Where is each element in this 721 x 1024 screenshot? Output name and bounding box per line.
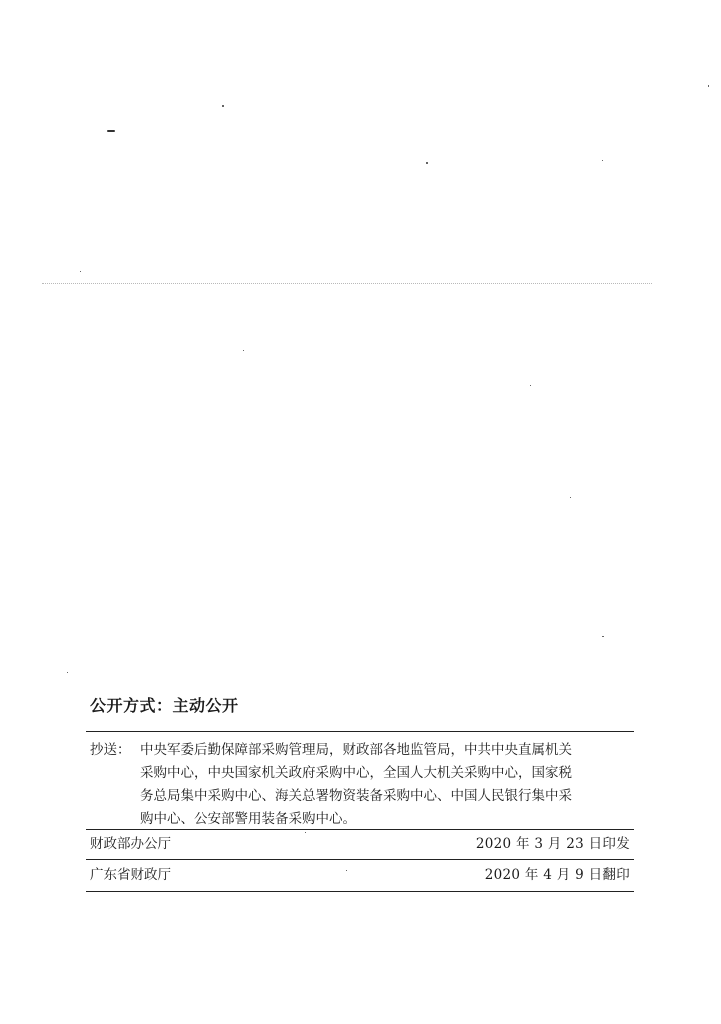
imprint-row [90, 864, 634, 886]
cc-line: 中央军委后勤保障部采购管理局，财政部各地监管局，中共中央直属机关 [140, 742, 572, 758]
reprint-date: 2020 年 4 月 9 日翻印 [484, 867, 630, 883]
scan-speck [570, 497, 571, 498]
cc-bottom-rule [86, 829, 634, 830]
issue-date: 2020 年 3 月 23 日印发 [475, 836, 630, 852]
bottom-rule [86, 891, 634, 892]
imprint-divider [86, 859, 634, 860]
scan-speck [708, 85, 709, 87]
cc-line: 采购中心，中央国家机关政府采购中心，全国人大机关采购中心，国家税 [140, 765, 572, 781]
cc-recipients [140, 739, 640, 831]
scan-speck [222, 105, 224, 107]
scan-speck [67, 672, 68, 673]
cc-line: 购中心、公安部警用装备采购中心。 [140, 811, 356, 827]
scan-speck [530, 385, 531, 386]
issuing-office: 财政部办公厅 [90, 836, 171, 852]
scan-speck [426, 162, 428, 164]
scan-speck [602, 160, 603, 161]
disclosure-method: 公开方式：主动公开 [90, 696, 239, 715]
cc-label: 抄送： [90, 742, 131, 758]
top-rule [86, 731, 634, 732]
scan-speck [602, 636, 604, 637]
imprint-row [90, 833, 634, 855]
reprinting-office: 广东省财政厅 [90, 867, 171, 883]
scan-speck [107, 130, 115, 132]
scan-artifact-line [42, 283, 652, 284]
cc-line: 务总局集中采购中心、海关总署物资装备采购中心、中国人民银行集中采 [140, 788, 572, 804]
scan-speck [243, 350, 244, 351]
scan-speck [80, 271, 81, 272]
